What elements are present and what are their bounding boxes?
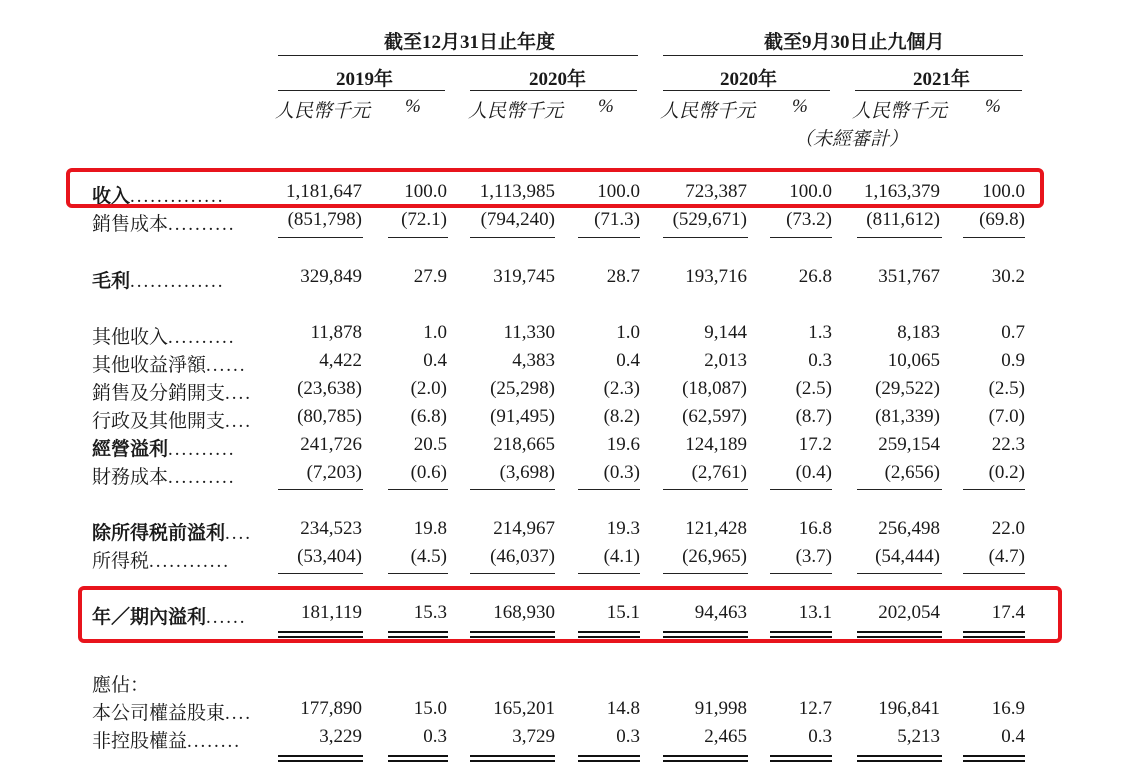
cell-finance-costs-col7: (2,656): [884, 462, 940, 483]
cell-profit-for-period-col6: 13.1: [798, 602, 832, 623]
cell-admin-expenses-col6: (8.7): [795, 406, 832, 427]
table-underline: [663, 755, 748, 757]
cell-other-gains-col1: 4,422: [319, 350, 362, 371]
highlight-box-revenue: [66, 168, 1044, 208]
table-underline: [963, 760, 1025, 762]
table-underline: [857, 760, 942, 762]
row-label-admin-expenses: 行政及其他開支....: [92, 411, 253, 432]
cell-profit-before-tax-col6: 16.8: [798, 518, 832, 539]
cell-non-controlling-col2: 0.3: [423, 726, 447, 747]
year-header-2019: 2019年: [336, 69, 394, 90]
cell-profit-before-tax-col7: 256,498: [878, 518, 940, 539]
table-underline: [578, 237, 640, 238]
table-underline: [578, 760, 640, 762]
cell-gross-profit-col3: 319,745: [493, 266, 555, 287]
cell-profit-before-tax-col5: 121,428: [685, 518, 747, 539]
cell-operating-profit-col7: 259,154: [878, 434, 940, 455]
cell-equity-shareholders-col2: 15.0: [413, 698, 447, 719]
cell-non-controlling-col5: 2,465: [704, 726, 747, 747]
cell-finance-costs-col5: (2,761): [691, 462, 747, 483]
cell-cost-of-sales-col8: (69.8): [979, 209, 1025, 230]
table-underline: [470, 237, 555, 238]
table-underline: [663, 573, 748, 574]
table-underline: [770, 237, 832, 238]
cell-revenue-col5: 723,387: [685, 181, 747, 202]
cell-finance-costs-col8: (0.2): [988, 462, 1025, 483]
cell-finance-costs-col2: (0.6): [410, 462, 447, 483]
cell-revenue-col3: 1,113,985: [479, 181, 555, 202]
cell-other-income-col5: 9,144: [704, 322, 747, 343]
cell-admin-expenses-col2: (6.8): [410, 406, 447, 427]
cell-profit-for-period-col8: 17.4: [991, 602, 1025, 623]
cell-equity-shareholders-col7: 196,841: [878, 698, 940, 719]
cell-gross-profit-col2: 27.9: [413, 266, 447, 287]
cell-operating-profit-col5: 124,189: [685, 434, 747, 455]
table-underline: [470, 489, 555, 490]
cell-gross-profit-col7: 351,767: [878, 266, 940, 287]
table-underline: [663, 760, 748, 762]
cell-income-tax-col4: (4.1): [603, 546, 640, 567]
year-rule: [855, 90, 1022, 91]
row-label-non-controlling: 非控股權益........: [92, 731, 242, 752]
table-underline: [278, 573, 363, 574]
table-underline: [857, 755, 942, 757]
row-label-selling-expenses: 銷售及分銷開支....: [92, 383, 253, 404]
table-underline: [388, 573, 448, 574]
cell-other-income-col4: 1.0: [616, 322, 640, 343]
cell-admin-expenses-col7: (81,339): [875, 406, 940, 427]
cell-cost-of-sales-col1: (851,798): [287, 209, 362, 230]
cell-operating-profit-col3: 218,665: [493, 434, 555, 455]
unit-rmb: 人民幣千元: [660, 101, 756, 122]
table-underline: [388, 760, 448, 762]
group-header-annual: 截至12月31日止年度: [384, 32, 556, 53]
cell-profit-before-tax-col1: 234,523: [300, 518, 362, 539]
unit-rmb: 人民幣千元: [275, 101, 371, 122]
cell-equity-shareholders-col5: 91,998: [694, 698, 747, 719]
cell-gross-profit-col5: 193,716: [685, 266, 747, 287]
cell-admin-expenses-col1: (80,785): [297, 406, 362, 427]
cell-revenue-col4: 100.0: [597, 181, 640, 202]
cell-profit-for-period-col7: 202,054: [878, 602, 940, 623]
cell-revenue-col7: 1,163,379: [864, 181, 940, 202]
table-underline: [857, 573, 942, 574]
cell-revenue-col1: 1,181,647: [286, 181, 362, 202]
cell-revenue-col6: 100.0: [789, 181, 832, 202]
cell-operating-profit-col6: 17.2: [798, 434, 832, 455]
cell-admin-expenses-col8: (7.0): [988, 406, 1025, 427]
cell-equity-shareholders-col8: 16.9: [991, 698, 1025, 719]
year-header-2021-9m: 2021年: [913, 69, 971, 90]
cell-selling-expenses-col6: (2.5): [795, 378, 832, 399]
table-underline: [857, 489, 942, 490]
cell-admin-expenses-col3: (91,495): [490, 406, 555, 427]
cell-cost-of-sales-col3: (794,240): [480, 209, 555, 230]
cell-income-tax-col6: (3.7): [795, 546, 832, 567]
table-underline: [663, 237, 748, 238]
highlight-box-profit: [78, 586, 1062, 643]
group-header-nine-months: 截至9月30日止九個月: [764, 32, 945, 53]
cell-operating-profit-col2: 20.5: [413, 434, 447, 455]
cell-selling-expenses-col8: (2.5): [988, 378, 1025, 399]
unit-rmb: 人民幣千元: [468, 101, 564, 122]
cell-other-gains-col3: 4,383: [512, 350, 555, 371]
table-underline: [278, 760, 363, 762]
year-rule: [663, 90, 830, 91]
row-label-profit-for-period: 年／期內溢利......: [92, 607, 247, 628]
table-underline: [388, 237, 448, 238]
cell-income-tax-col2: (4.5): [410, 546, 447, 567]
group-rule-annual: [278, 55, 638, 56]
table-underline: [770, 760, 832, 762]
row-label-cost-of-sales: 銷售成本..........: [92, 214, 236, 235]
cell-other-income-col6: 1.3: [808, 322, 832, 343]
row-label-income-tax: 所得税............: [92, 551, 231, 572]
table-underline: [963, 755, 1025, 757]
cell-gross-profit-col4: 28.7: [606, 266, 640, 287]
unit-rmb: 人民幣千元: [852, 101, 948, 122]
row-label-profit-before-tax: 除所得税前溢利....: [92, 523, 253, 544]
table-underline: [578, 755, 640, 757]
row-label-revenue: 收入..............: [92, 186, 225, 207]
row-label-gross-profit: 毛利..............: [92, 271, 225, 292]
row-label-operating-profit: 經營溢利..........: [92, 439, 236, 460]
cell-other-income-col3: 11,330: [503, 322, 555, 343]
cell-profit-before-tax-col2: 19.8: [413, 518, 447, 539]
cell-finance-costs-col4: (0.3): [603, 462, 640, 483]
cell-non-controlling-col6: 0.3: [808, 726, 832, 747]
cell-selling-expenses-col2: (2.0): [410, 378, 447, 399]
cell-other-gains-col4: 0.4: [616, 350, 640, 371]
cell-cost-of-sales-col5: (529,671): [672, 209, 747, 230]
cell-profit-for-period-col1: 181,119: [300, 602, 362, 623]
cell-other-income-col1: 11,878: [310, 322, 362, 343]
cell-finance-costs-col1: (7,203): [306, 462, 362, 483]
table-underline: [963, 573, 1025, 574]
cell-non-controlling-col1: 3,229: [319, 726, 362, 747]
cell-non-controlling-col4: 0.3: [616, 726, 640, 747]
table-underline: [770, 573, 832, 574]
cell-non-controlling-col7: 5,213: [897, 726, 940, 747]
cell-income-tax-col7: (54,444): [875, 546, 940, 567]
cell-other-income-col2: 1.0: [423, 322, 447, 343]
table-underline: [578, 489, 640, 490]
cell-income-tax-col1: (53,404): [297, 546, 362, 567]
year-header-2020: 2020年: [529, 69, 587, 90]
table-underline: [388, 755, 448, 757]
unaudited-note: （未經審計）: [794, 129, 909, 150]
cell-income-tax-col5: (26,965): [682, 546, 747, 567]
cell-other-gains-col5: 2,013: [704, 350, 747, 371]
cell-other-gains-col2: 0.4: [423, 350, 447, 371]
cell-income-tax-col8: (4.7): [988, 546, 1025, 567]
table-underline: [857, 237, 942, 238]
cell-cost-of-sales-col6: (73.2): [786, 209, 832, 230]
cell-operating-profit-col1: 241,726: [300, 434, 362, 455]
table-underline: [663, 489, 748, 490]
unit-pct: %: [985, 96, 1001, 117]
table-underline: [278, 755, 363, 757]
cell-income-tax-col3: (46,037): [490, 546, 555, 567]
table-underline: [470, 760, 555, 762]
row-label-finance-costs: 財務成本..........: [92, 467, 236, 488]
cell-gross-profit-col6: 26.8: [798, 266, 832, 287]
cell-other-gains-col8: 0.9: [1001, 350, 1025, 371]
cell-profit-before-tax-col4: 19.3: [606, 518, 640, 539]
table-underline: [963, 489, 1025, 490]
table-underline: [578, 573, 640, 574]
table-underline: [470, 573, 555, 574]
cell-revenue-col8: 100.0: [982, 181, 1025, 202]
row-label-other-income: 其他收入..........: [92, 327, 236, 348]
cell-cost-of-sales-col7: (811,612): [866, 209, 940, 230]
cell-finance-costs-col3: (3,698): [499, 462, 555, 483]
table-underline: [278, 489, 363, 490]
cell-equity-shareholders-col4: 14.8: [606, 698, 640, 719]
table-underline: [388, 489, 448, 490]
cell-finance-costs-col6: (0.4): [795, 462, 832, 483]
cell-profit-before-tax-col8: 22.0: [991, 518, 1025, 539]
cell-selling-expenses-col3: (25,298): [490, 378, 555, 399]
cell-operating-profit-col8: 22.3: [991, 434, 1025, 455]
cell-cost-of-sales-col4: (71.3): [594, 209, 640, 230]
cell-non-controlling-col8: 0.4: [1001, 726, 1025, 747]
table-underline: [278, 237, 363, 238]
cell-profit-for-period-col3: 168,930: [493, 602, 555, 623]
cell-profit-before-tax-col3: 214,967: [493, 518, 555, 539]
cell-equity-shareholders-col6: 12.7: [798, 698, 832, 719]
table-underline: [470, 755, 555, 757]
cell-other-gains-col6: 0.3: [808, 350, 832, 371]
year-header-2020-9m: 2020年: [720, 69, 778, 90]
row-label-equity-shareholders: 本公司權益股東....: [92, 703, 253, 724]
year-rule: [278, 90, 445, 91]
cell-equity-shareholders-col3: 165,201: [493, 698, 555, 719]
cell-selling-expenses-col1: (23,638): [297, 378, 362, 399]
unit-pct: %: [598, 96, 614, 117]
cell-profit-for-period-col2: 15.3: [413, 602, 447, 623]
cell-revenue-col2: 100.0: [404, 181, 447, 202]
table-underline: [770, 489, 832, 490]
year-rule: [470, 90, 637, 91]
unit-pct: %: [792, 96, 808, 117]
cell-profit-for-period-col5: 94,463: [694, 602, 747, 623]
cell-profit-for-period-col4: 15.1: [606, 602, 640, 623]
cell-other-income-col8: 0.7: [1001, 322, 1025, 343]
cell-admin-expenses-col5: (62,597): [682, 406, 747, 427]
row-label-other-gains: 其他收益淨額......: [92, 355, 247, 376]
table-underline: [770, 755, 832, 757]
cell-gross-profit-col1: 329,849: [300, 266, 362, 287]
cell-selling-expenses-col5: (18,087): [682, 378, 747, 399]
cell-operating-profit-col4: 19.6: [606, 434, 640, 455]
cell-non-controlling-col3: 3,729: [512, 726, 555, 747]
cell-gross-profit-col8: 30.2: [991, 266, 1025, 287]
row-label-attributable-to: 應佔：: [92, 675, 150, 696]
cell-admin-expenses-col4: (8.2): [603, 406, 640, 427]
cell-selling-expenses-col7: (29,522): [875, 378, 940, 399]
cell-cost-of-sales-col2: (72.1): [401, 209, 447, 230]
unit-pct: %: [405, 96, 421, 117]
group-rule-nine-months: [663, 55, 1023, 56]
cell-other-income-col7: 8,183: [897, 322, 940, 343]
cell-other-gains-col7: 10,065: [887, 350, 940, 371]
cell-equity-shareholders-col1: 177,890: [300, 698, 362, 719]
table-underline: [963, 237, 1025, 238]
cell-selling-expenses-col4: (2.3): [603, 378, 640, 399]
